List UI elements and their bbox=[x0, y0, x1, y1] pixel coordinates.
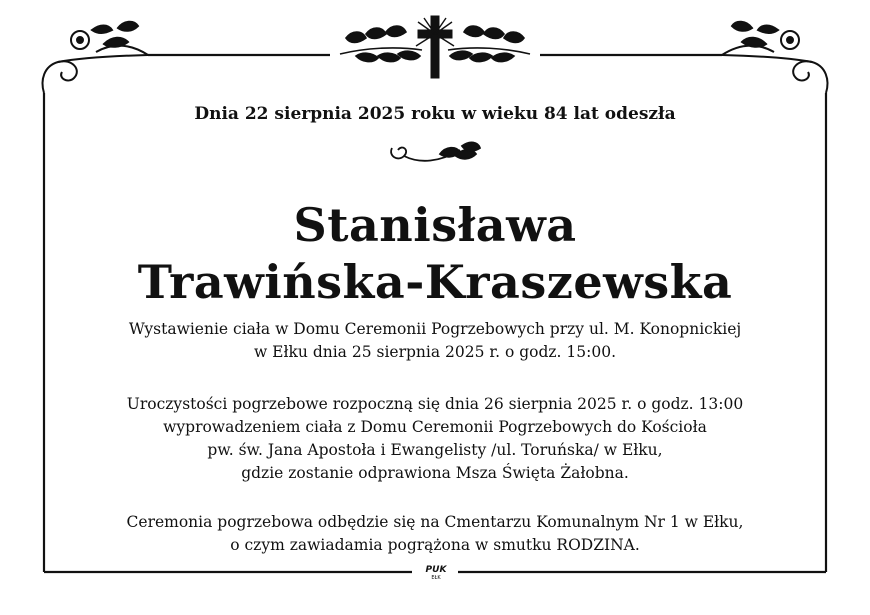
ceremony-line: Uroczystości pogrzebowe rozpoczną się dnia 26 sierpnia 2025 r. o godz. 13:00 bbox=[126, 395, 744, 413]
laurel-right bbox=[448, 26, 530, 62]
footer-logo: PUK bbox=[418, 566, 454, 575]
cross-icon bbox=[416, 16, 454, 78]
viewing-paragraph bbox=[60, 318, 810, 364]
deceased-first-name: Stanisława bbox=[293, 198, 577, 252]
corner-ornament-left bbox=[43, 22, 148, 93]
footer-logo-subtext: EŁK bbox=[431, 575, 441, 581]
divider-ornament bbox=[391, 142, 480, 160]
ceremony-line: pw. św. Jana Apostoła i Ewangelisty /ul. Toruńska/ w Ełku, bbox=[207, 441, 663, 459]
deceased-surname: Trawińska-Kraszewska bbox=[137, 255, 733, 309]
ceremony-line: gdzie zostanie odprawiona Msza Święta Żałobna. bbox=[241, 464, 629, 482]
burial-paragraph bbox=[60, 511, 810, 557]
viewing-line: Wystawienie ciała w Domu Ceremonii Pogrzebowych przy ul. M. Konopnickiej bbox=[128, 320, 742, 338]
ceremony-line: wyprowadzeniem ciała z Domu Ceremonii Pogrzebowych do Kościoła bbox=[163, 418, 707, 436]
viewing-line: w Ełku dnia 25 sierpnia 2025 r. o godz. 15:00. bbox=[253, 343, 617, 361]
notice-headline: Dnia 22 sierpnia 2025 roku w wieku 84 lat odeszła bbox=[194, 104, 676, 124]
burial-line: o czym zawiadamia pogrążona w smutku RODZINA. bbox=[230, 536, 640, 554]
burial-line: Ceremonia pogrzebowa odbędzie się na Cmentarzu Komunalnym Nr 1 w Ełku, bbox=[126, 513, 744, 531]
laurel-left bbox=[340, 26, 422, 62]
ceremony-paragraph bbox=[60, 393, 810, 485]
corner-ornament-right bbox=[722, 22, 827, 93]
